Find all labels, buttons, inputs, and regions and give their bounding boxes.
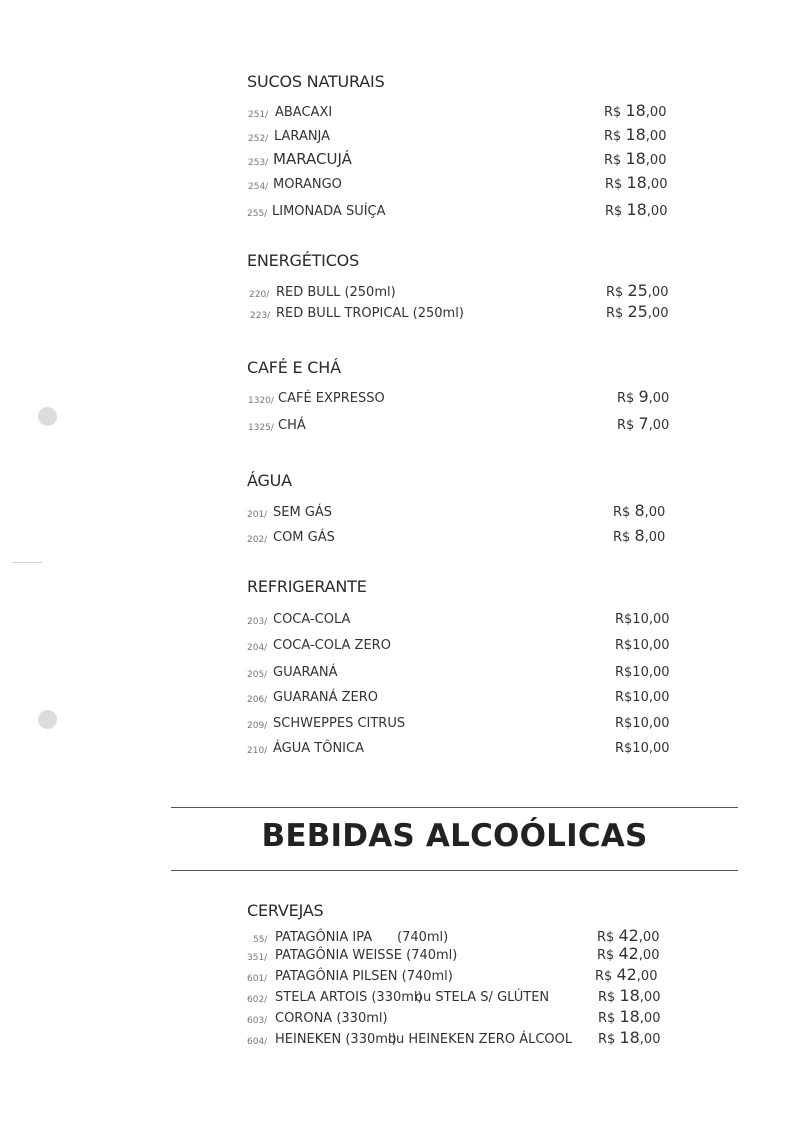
item-name: MARACUJÁ: [273, 150, 352, 168]
section-title-cafe: CAFÉ E CHÁ: [247, 358, 341, 377]
item-name: COCA-COLA: [273, 612, 351, 627]
fold-mark: [12, 562, 42, 563]
item-name: SCHWEPPES CITRUS: [273, 716, 406, 731]
binder-hole-bottom: [38, 710, 57, 729]
item-code: 203/: [247, 617, 268, 627]
item-price: R$10,00: [615, 690, 670, 705]
item-name: MORANGO: [273, 177, 342, 192]
item-code: 202/: [247, 535, 268, 545]
item-price: R$ 18,00: [598, 1028, 661, 1047]
item-volume: (740ml): [397, 930, 449, 945]
item-price: R$10,00: [615, 716, 670, 731]
item-price: R$ 25,00: [606, 281, 669, 300]
item-code: 204/: [247, 643, 268, 653]
item-code: 251/: [248, 110, 269, 120]
item-price: R$ 18,00: [598, 1007, 661, 1026]
item-name: STELA ARTOIS (330ml): [275, 990, 423, 1005]
item-code: 602/: [247, 995, 268, 1005]
item-price: R$ 42,00: [597, 944, 660, 963]
section-title-agua: ÁGUA: [247, 471, 292, 490]
item-code: 206/: [247, 695, 268, 705]
item-code: 205/: [247, 670, 268, 680]
item-code: 210/: [247, 746, 268, 756]
item-name: LARANJA: [274, 129, 331, 144]
item-code: 252/: [248, 134, 269, 144]
item-price: R$10,00: [615, 638, 670, 653]
item-name: SEM GÁS: [273, 505, 333, 520]
item-price: R$ 8,00: [613, 501, 666, 520]
section-title-cervejas: CERVEJAS: [247, 901, 324, 920]
item-price: R$ 25,00: [606, 302, 669, 321]
item-name: CORONA (330ml): [275, 1011, 388, 1026]
item-price: R$ 18,00: [604, 149, 667, 168]
item-code: 223/: [250, 311, 271, 321]
divider-top: [171, 807, 738, 808]
item-name: ÁGUA TÔNICA: [273, 741, 364, 756]
item-code: 255/: [247, 209, 268, 219]
item-code: 604/: [247, 1037, 268, 1047]
item-code: 253/: [248, 158, 269, 168]
item-variant: ou STELA S/ GLÚTEN: [415, 990, 550, 1005]
item-price: R$10,00: [615, 612, 670, 627]
item-code: 601/: [247, 974, 268, 984]
item-price: R$ 9,00: [617, 387, 670, 406]
section-title-sucos: SUCOS NATURAIS: [247, 72, 385, 91]
item-price: R$10,00: [615, 665, 670, 680]
item-code: 209/: [247, 721, 268, 731]
binder-hole-top: [38, 407, 57, 426]
item-code: 55/: [253, 935, 268, 945]
divider-bottom: [171, 870, 738, 871]
item-name: PATAGÔNIA WEISSE (740ml): [275, 948, 458, 963]
item-name: RED BULL TROPICAL (250ml): [276, 306, 464, 321]
item-code: 1320/: [248, 396, 274, 406]
item-name: CHÁ: [278, 418, 306, 433]
item-price: R$ 18,00: [604, 101, 667, 120]
item-code: 220/: [249, 290, 270, 300]
item-code: 201/: [247, 510, 268, 520]
item-code: 254/: [248, 182, 269, 192]
item-price: R$10,00: [615, 741, 670, 756]
item-price: R$ 18,00: [605, 173, 668, 192]
item-name: RED BULL (250ml): [276, 285, 396, 300]
item-code: 1325/: [248, 423, 274, 433]
item-name: PATAGÔNIA PILSEN (740ml): [275, 969, 453, 984]
item-name: ABACAXI: [275, 105, 333, 120]
item-name: GUARANÁ: [273, 665, 338, 680]
item-price: R$ 7,00: [617, 414, 670, 433]
item-price: R$ 18,00: [605, 200, 668, 219]
item-price: R$ 42,00: [597, 926, 660, 945]
item-price: R$ 18,00: [598, 986, 661, 1005]
item-name: COM GÁS: [273, 530, 335, 545]
item-price: R$ 18,00: [604, 125, 667, 144]
item-price: R$ 42,00: [595, 965, 658, 984]
item-name: CAFÉ EXPRESSO: [278, 391, 385, 406]
section-title-refrigerante: REFRIGERANTE: [247, 577, 367, 596]
item-name: HEINEKEN (330ml): [275, 1032, 397, 1047]
item-name: COCA-COLA ZERO: [273, 638, 391, 653]
item-code: 351/: [247, 953, 268, 963]
item-name: LIMONADA SUÍÇA: [272, 204, 386, 219]
page-heading-alcoolicas: BEBIDAS ALCOÓLICAS: [261, 818, 648, 854]
item-price: R$ 8,00: [613, 526, 666, 545]
item-name: GUARANÁ ZERO: [273, 690, 379, 705]
item-name: PATAGÔNIA IPA: [275, 930, 373, 945]
section-title-energeticos: ENERGÉTICOS: [247, 251, 360, 270]
item-code: 603/: [247, 1016, 268, 1026]
item-variant: ou HEINEKEN ZERO ÁLCOOL: [388, 1032, 573, 1047]
